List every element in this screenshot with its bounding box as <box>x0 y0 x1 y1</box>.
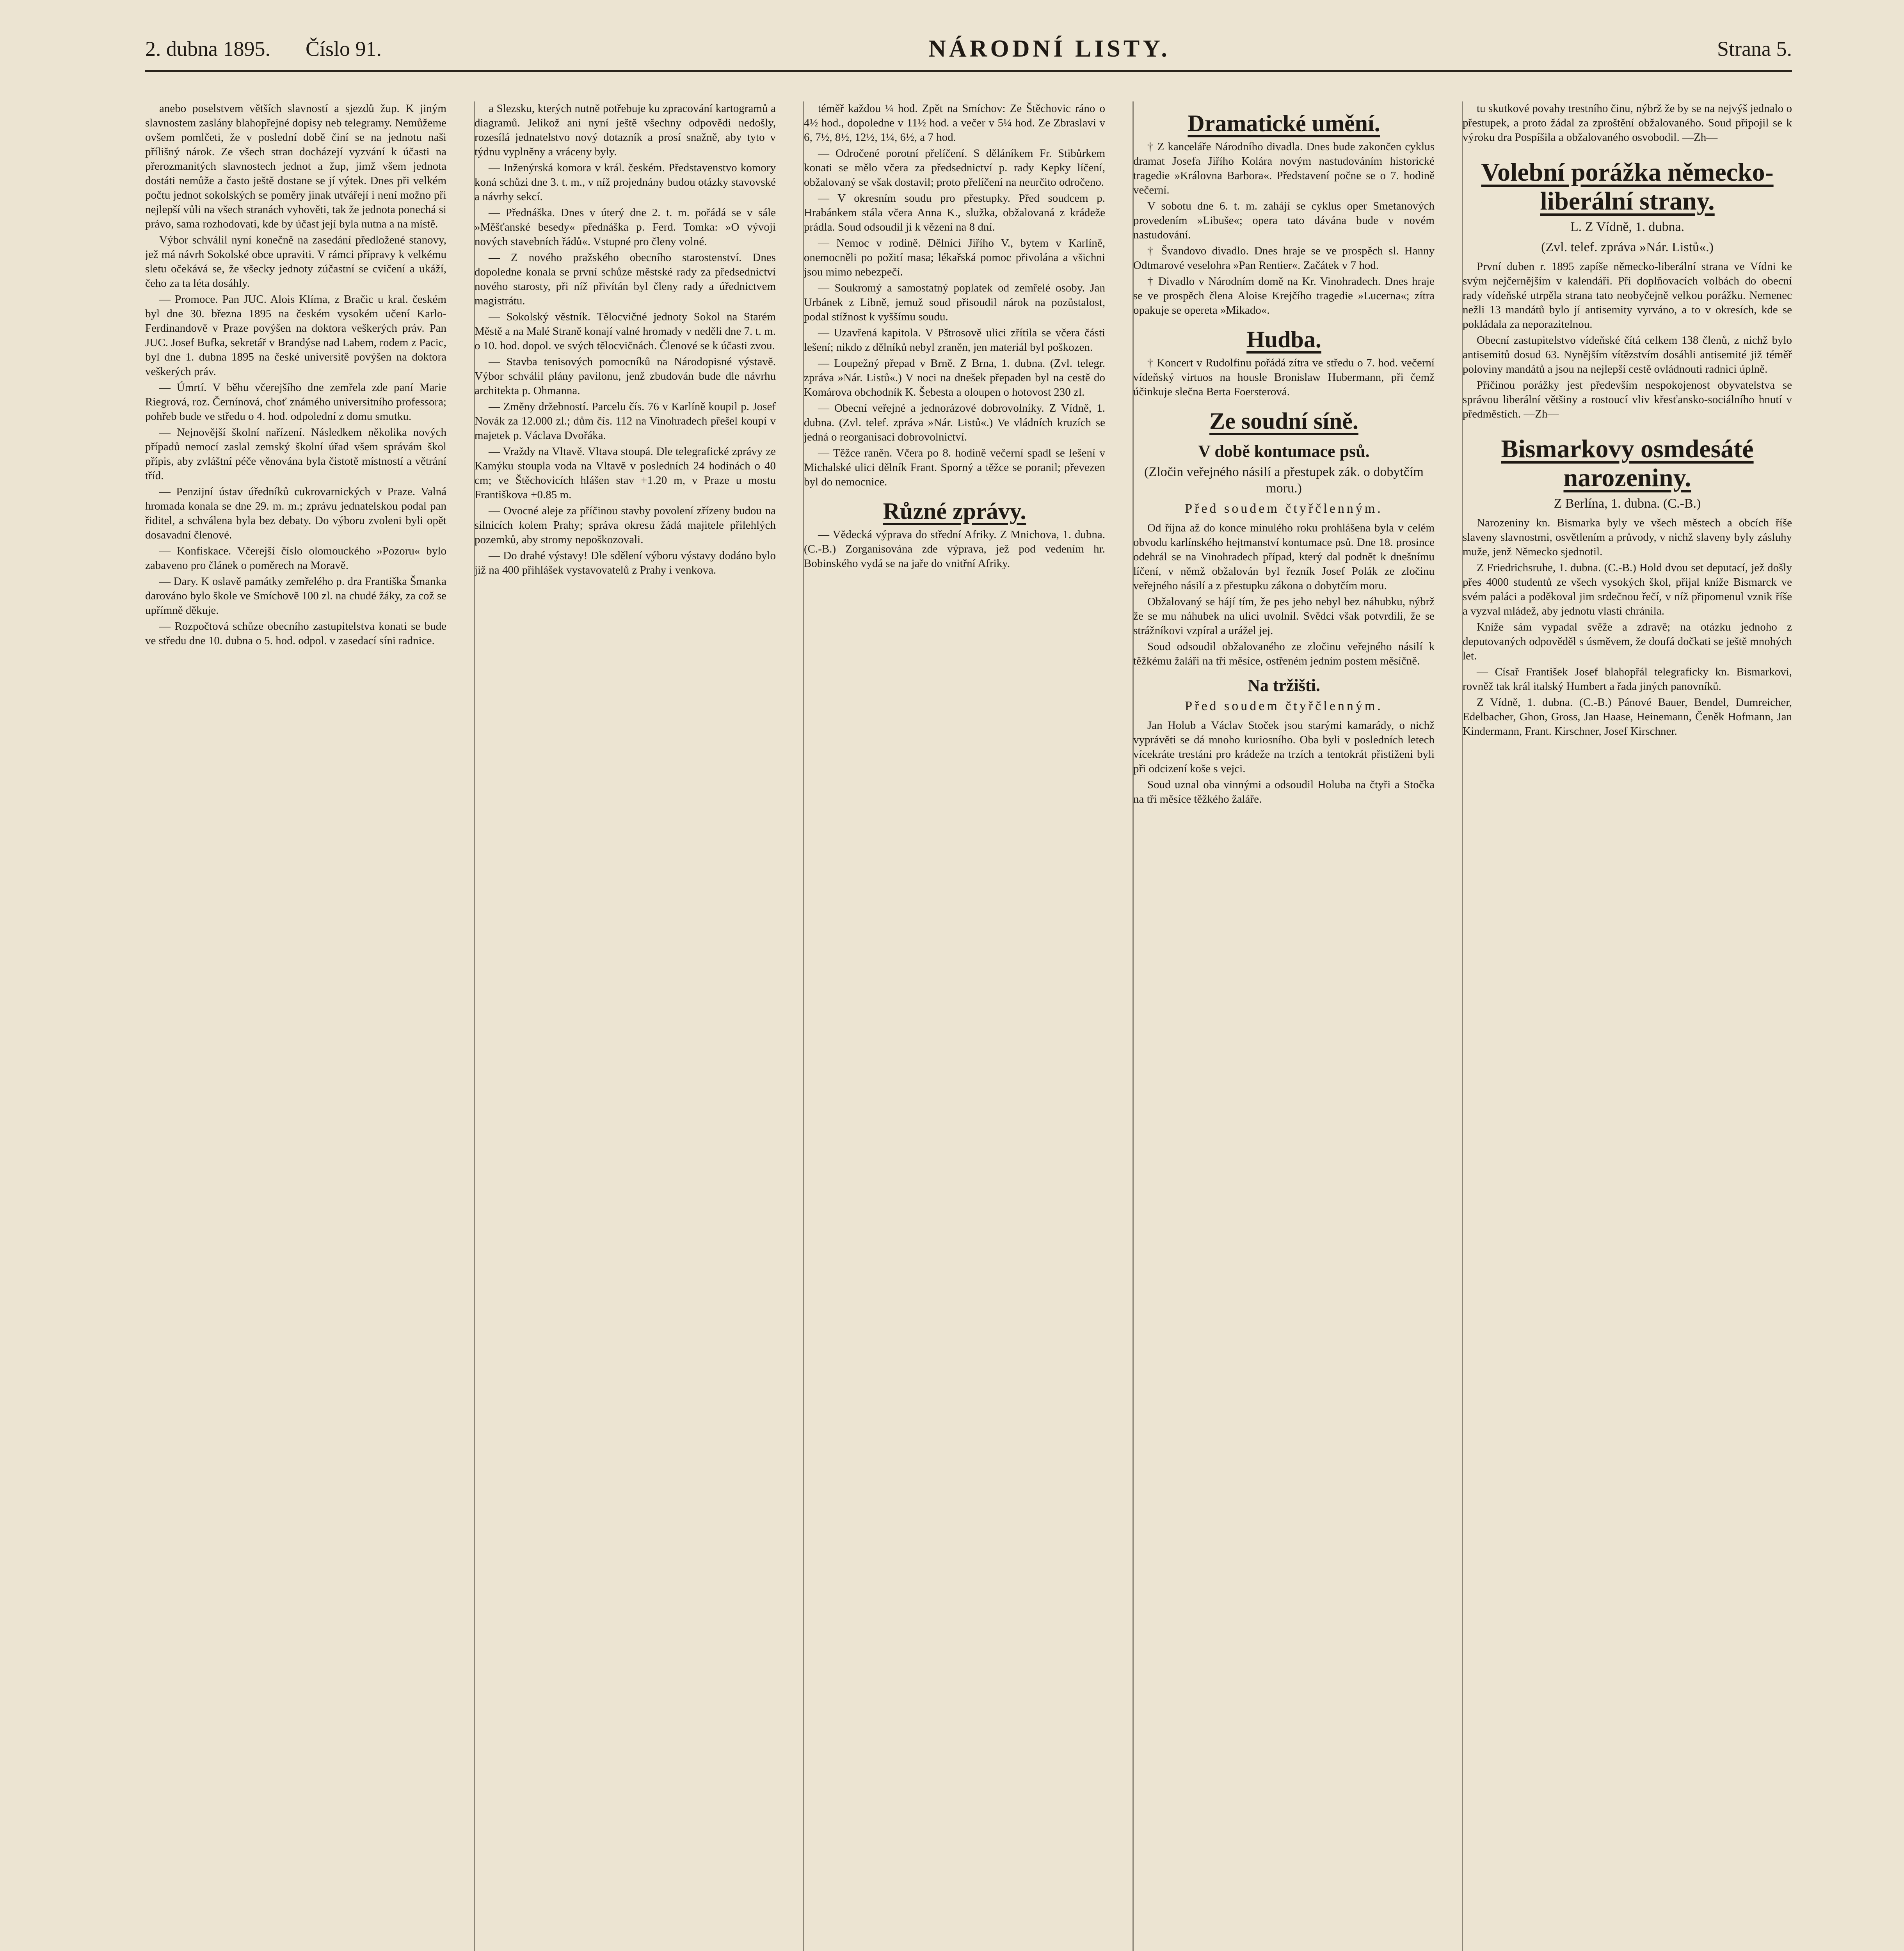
news-item-africa: — Vědecká výprava do střední Afriky. Z Mnichova, 1. dubna. (C.-B.) Zorganisována zde výprava, jež pod vedením hr. Bobinského vydá se na jaře do vnitřní Afriky. <box>804 528 1105 570</box>
article-title-bismarck: Bismarkovy osmdesáté narozeniny. <box>1501 435 1754 492</box>
court-label: Před soudem čtyřčlenným. <box>1185 501 1383 516</box>
news-item-expo: — Do drahé výstavy! Dle sdělení výboru výstavy dodáno bylo již na 400 přihlášek vystavovatelů z Prahy i venkova. <box>475 549 776 576</box>
article-paragraph: Jan Holub a Václav Stoček jsou starými kamarády, o nichž vyprávěti se dá mnoho kuriosního. Oba byli v posledních letech vícekráte trestáni pro krádeže na trzích a tentokrát přistiženi byli při odcizení koše s vejci. <box>1133 719 1435 775</box>
masthead: NÁRODNÍ LISTY. <box>928 35 1170 62</box>
news-item-city-council: — Z nového pražského obecního starostenství. Dnes dopoledne konala se první schůze městské rady za předsednictví nového starosty, při níž přivítán byl členy rady a úřednictvem magistrátu. <box>475 251 776 307</box>
article-title-dogs: V době kontumace psů. <box>1198 442 1370 461</box>
news-item-confiscation: — Konfiskace. Včerejší číslo olomouckého »Pozoru« bylo zabaveno pro článek o poměrech na Moravě. <box>145 545 446 572</box>
article-note: (Zvl. telef. zpráva »Nár. Listů«.) <box>1541 240 1714 254</box>
column-4 <box>1133 101 1435 1951</box>
news-item-lecture: — Přednáška. Dnes v úterý dne 2. t. m. pořádá se v sále »Měšťanské besedy« přednáška p. Ferd. Tomka: »O vývoji nových stavebních řádů«. Vstupné pro členy volné. <box>475 206 776 248</box>
news-item-district-court: — V okresním soudu pro přestupky. Před soudcem p. Hrabánkem stála včera Anna K., služka, obžalovaná z krádeže prádla. Soud odsoudil ji k vězení na 8 dní. <box>804 192 1105 233</box>
news-item-trial: — Odročené porotní přelíčení. S děláníkem Fr. Stibůrkem konati se mělo včera za předsednictví p. rady Kepky líčení, obžalovaný se však dostavil; proto přelíčení na neurčito odročeno. <box>804 147 1105 188</box>
news-item-exhibition: — Stavba tenisových pomocníků na Národopisné výstavě. Výbor schválil plány pavilonu, jenž zbudován bude dle návrhu architekta p. Ohmanna. <box>475 355 776 397</box>
news-item-estate: — Soukromý a samostatný poplatek od zemřelé osoby. Jan Urbánek z Libně, jemuž soud přisoudil nárok na pozůstalost, podal stížnost k vyššímu soudu. <box>804 282 1105 323</box>
article-paragraph: Soud odsoudil obžalovaného ze zločinu veřejného násilí k těžkému žaláři na tři měsíce, ostřeném jedním postem měsíčně. <box>1133 640 1435 667</box>
news-item-school: — Nejnovější školní nařízení. Následkem několika nových případů nemocí zaslal zemský školní úřad všem správám škol přípis, aby zvláštní péče věnována byla čistotě místností a větrání tříd. <box>145 426 446 482</box>
article-paragraph: Obecní zastupitelstvo vídeňské čítá celkem 138 členů, z nichž bylo antisemitů dosud 63. Nynějším vítězstvím dosáhli antisemité již téměř poloviny mandátů a jsou na nejlepší cestě ovládnouti radnici úplně. <box>1463 334 1792 375</box>
article-paragraph: téměř každou ¼ hod. Zpět na Smíchov: Ze Štěchovic ráno o 4½ hod., dopoledne v 11½ hod. a večer v 5¼ hod. Ze Zbraslavi v 6, 7½, 8½, 12½, 1¼, 6½, a 7 hod. <box>804 102 1105 144</box>
news-item-death: — Úmrtí. V běhu včerejšího dne zemřela zde paní Marie Riegrová, roz. Černínová, choť známého universitního professora; pohřeb bude ve středu o 4. hod. odpolední z domu smutku. <box>145 381 446 423</box>
article-paragraph: Kníže sám vypadal svěže a zdravě; na otázku jednoho z deputovaných odpověděl s úsměvem, že doufá dočkati se ještě mnohých let. <box>1463 621 1792 662</box>
article-paragraph: Výbor schválil nyní konečně na zasedání předložené stanovy, jež má návrh Sokolské obce upraviti. V rámci přípravy k velkému sletu očekává se, že všecky jednoty zúčastní se cvičení a ukáží, čeho za ta léta dosáhly. <box>145 234 446 290</box>
news-item-property: — Změny držebností. Parcelu čís. 76 v Karlíně koupil p. Josef Novák za 12.000 zl.; dům čís. 112 na Vinohradech přešel koupí v majetek p. Václava Dvořáka. <box>475 400 776 442</box>
news-item-vinohrady-theatre: † Divadlo v Národním domě na Kr. Vinohradech. Dnes hraje se ve prospěch člena Aloise Krejčího tragedie »Lucerna«; zítra opakuje se opereta »Mikado«. <box>1133 275 1435 316</box>
section-heading-music: Hudba. <box>1246 327 1321 352</box>
article-paragraph: Z Vídně, 1. dubna. (C.-B.) Pánové Bauer, Bendel, Dumreicher, Edelbacher, Ghon, Gross, Jan Haase, Heinemann, Čeněk Hofmann, Jan Kindermann, Frant. Kirschner, Josef Kirschner. <box>1463 696 1792 737</box>
section-heading-drama: Dramatické umění. <box>1188 110 1380 136</box>
column-2 <box>475 101 776 1951</box>
news-item-sokol: — Sokolský věstník. Tělocvičné jednoty Sokol na Starém Městě a na Malé Straně konají valné hromady v neděli dne 7. t. m. o 10. hod. dopol. ve svých tělocvičnách. Členové se k účasti zvou. <box>475 311 776 352</box>
issue-date: 2. dubna 1895. <box>145 37 270 60</box>
article-paragraph: Obžalovaný se hájí tím, že pes jeho nebyl bez náhubku, nýbrž že se mu náhubek na ulici uvolnil. Svědci však potvrdili, že se strážníkovi vzpíral a urážel jej. <box>1133 595 1435 637</box>
news-item-national-theatre: † Z kanceláře Národního divadla. Dnes bude zakončen cyklus dramat Josefa Jiřího Kolára novým nastudováním historické tragedie »Královna Barbora«. Představení počne se o 7. hodině večerní. <box>1133 140 1435 196</box>
news-item-budget: — Rozpočtová schůze obecního zastupitelstva konati se bude ve středu dne 10. dubna o 5. hod. odpol. v zasedací síni radnice. <box>145 620 446 647</box>
column-5 <box>1463 101 1792 1951</box>
article-note: (Zločin veřejného násilí a přestupek zák. o dobytčím moru.) <box>1144 465 1424 496</box>
article-title-vienna-election: Volební porážka německo-liberální strany. <box>1481 158 1774 215</box>
article-paragraph: — Císař František Josef blahopřál telegraficky kn. Bismarkovi, rovněž tak král italský Humbert a řada jiných panovníků. <box>1463 666 1792 693</box>
dateline: L. Z Vídně, 1. dubna. <box>1570 220 1685 234</box>
article-paragraph: Od října až do konce minulého roku prohlášena byla v celém obvodu karlínského hejtmanství kontumace psů. Dne 18. prosince odehrál se na Vinohradech případ, který dal podnět k dnešnímu líčení, v němž obžalován byl řezník Josef Polák ze zločinu veřejného násilí a z přestupku zákona o dobytčím moru. <box>1133 522 1435 592</box>
dateline: Z Berlína, 1. dubna. (C.-B.) <box>1554 496 1701 511</box>
news-item-gifts: — Dary. K oslavě památky zemřelého p. dra Františka Šmanka darováno bylo škole ve Smíchově 100 zl. na chudé žáky, za což se upřímně děkuje. <box>145 575 446 617</box>
news-item-illness: — Nemoc v rodině. Dělníci Jiřího V., bytem v Karlíně, onemocněli po požití masa; lékařská pomoc přivolána a všichni jsou mimo nebezpečí. <box>804 237 1105 278</box>
news-item-promotion: — Promoce. Pan JUC. Alois Klíma, z Bračic u kral. českém byl dne 30. března 1895 na českém vysokém učení Karlo-Ferdinandově v Praze povýšen na doktora veškerých práv. Pan JUC. Josef Bufka, sekretář v Brandýse nad Labem, rodem z Pacic, byl dne 1. dubna 1895 na české universitě povýšen na doktora veškerých práv. <box>145 293 446 378</box>
news-item-robbery: — Loupežný přepad v Brně. Z Brna, 1. dubna. (Zvl. telegr. zpráva »Nár. Listů«.) V noci na dnešek přepaden byl na cestě do Komárova obchodník K. Šebesta a oloupen o hotovost 230 zl. <box>804 357 1105 398</box>
news-item-concert: † Koncert v Rudolfinu pořádá zítra ve středu o 7. hod. večerní vídeňský virtuos na housle Bronislaw Hubermann, při čemž účinkuje slečna Berta Foersterová. <box>1133 357 1435 398</box>
article-paragraph: Přičinou porážky jest především nespokojenost obyvatelstva se správou liberální většiny a rostoucí vliv křesťansko-sociálního hnutí v předměstích. —Zh— <box>1463 379 1792 420</box>
article-paragraph: tu skutkové povahy trestního činu, nýbrž že by se na nejvýš jednalo o přestupek, a proto žádal za zproštění obžalovaného. Soud připojil se k výroku dra Pospíšila a obžalovaného osvobodil. —Zh— <box>1463 102 1792 144</box>
news-item-opera: V sobotu dne 6. t. m. zahájí se cyklus oper Smetanových provedením »Libuše«; opera tato dávána bude v novém nastudování. <box>1133 200 1435 241</box>
news-item-vltava: — Vraždy na Vltavě. Vltava stoupá. Dle telegrafické zprávy ze Kamýku stoupla voda na Vltavě v posledních 24 hodinách o 40 cm; ve Štěchovicích hlášen stav +1.20 m, v Praze u mostu Františkova +0.85 m. <box>475 445 776 501</box>
page-number: Strana 5. <box>1717 37 1792 60</box>
news-item-volunteers: — Obecní veřejné a jednorázové dobrovolníky. Z Vídně, 1. dubna. (Zvl. telef. zpráva »Nár. Listů«.) Ve vládních kruzích se jedná o reorganisaci dobrovolnictví. <box>804 402 1105 443</box>
article-paragraph: Z Friedrichsruhe, 1. dubna. (C.-B.) Hold dvou set deputací, jež došly přes 4000 studentů ze všech vysokých škol, přijal kníže Bismarck ve svém paláci a poděkoval jim srdečnou řečí, v níž připomenul vznik říše a vyzval mládež, aby jednotu vlasti chránila. <box>1463 561 1792 617</box>
page-header <box>145 27 1792 72</box>
article-title-market: Na tržišti. <box>1248 676 1320 695</box>
news-item-orchards: — Ovocné aleje za příčinou stavby povolení zřízeny budou na silnicích kolem Prahy; správa okresu žádá majitele přilehlých pozemků, aby stromy nepoškozovali. <box>475 505 776 546</box>
news-item-svanda-theatre: † Švandovo divadlo. Dnes hraje se ve prospěch sl. Hanny Odtmarové veselohra »Pan Rentier«. Začátek v 7 hod. <box>1133 245 1435 272</box>
article-paragraph: Narozeniny kn. Bismarka byly ve všech městech a obcích říše slaveny slavnostmi, osvětlením a průvody, v nichž slaveny byly zásluhy muže, jenž Německo sjednotil. <box>1463 517 1792 558</box>
column-3 <box>804 101 1105 1951</box>
news-item-pension: — Penzijní ústav úředníků cukrovarnických v Praze. Valná hromada konala se dne 29. m. m.; zprávu jednatelskou podal pan řiditel, a schválena byla bez debaty. Do výboru zvoleni byli opět dosavadní členové. <box>145 485 446 541</box>
section-heading-court: Ze soudní síně. <box>1209 408 1358 434</box>
issue-number: Číslo 91. <box>305 37 382 60</box>
court-label: Před soudem čtyřčlenným. <box>1185 699 1383 713</box>
news-item-scaffold: — Uzavřená kapitola. V Pštrosově ulici zřítila se včera části lešení; nikdo z dělníků nebyl zraněn, jen materiál byl poškozen. <box>804 327 1105 354</box>
article-paragraph: První duben r. 1895 zapíše německo-liberální strana ve Vídni ke svým nejčernějším v kalendáři. Při doplňovacích volbách do obecní rady vídeňské utrpěla strana tato neobyčejně velkou porážku. Nemenec nežli 13 mandátů bylo jí antisemity vyrváno, a to v okresích, kde se pokládala za neporazitelnou. <box>1463 260 1792 330</box>
column-1 <box>145 101 446 1951</box>
article-paragraph: Soud uznal oba vinnými a odsoudil Holuba na čtyři a Stočka na tři měsíce těžkého žaláře. <box>1133 778 1435 805</box>
news-item-chamber: — Inženýrská komora v král. českém. Představenstvo komory koná schůzi dne 3. t. m., v níž projednány budou otázky stavovské a návrhy sekcí. <box>475 162 776 203</box>
article-paragraph: a Slezsku, kterých nutně potřebuje ku zpracování kartogramů a diagramů. Jelikož ani nyní ještě všechny odpovědi nedošly, rozesílá jednatelstvo nový dotazník a prosí snažně, aby tyto v týdnu vyplněny a vráceny byly. <box>475 102 776 158</box>
article-paragraph: anebo poselstvem větších slavností a sjezdů žup. K jiným slavnostem zaslány blahopřejné dopisy neb telegramy. Nemůžeme ovšem pomlčeti, že v poslední době činí se na jednotu naši přílišný nárok. Ze všech stran docházejí vyzvání k účasti na přerozmanitých slavnostech jednot a žup, jimž všem jednota dostáti nemůže a často ještě dostane se jí výtek. Dnes při velkém počtu jednot sokolských se poměry jinak utvářejí i není možno při nejlepší vůli na všech stranách vyhověti, tak že jednota ponechá si právo, sama rozhodovati, kde by účast její byla nutna a na místě. <box>145 102 446 230</box>
header-left <box>145 37 382 61</box>
section-heading-misc: Různé zprávy. <box>883 498 1026 524</box>
news-item-injury: — Těžce raněn. Včera po 8. hodině večerní spadl se lešení v Michalské ulici dělník Frant. Sporný a těžce se poranil; převezen byl do nemocnice. <box>804 447 1105 488</box>
